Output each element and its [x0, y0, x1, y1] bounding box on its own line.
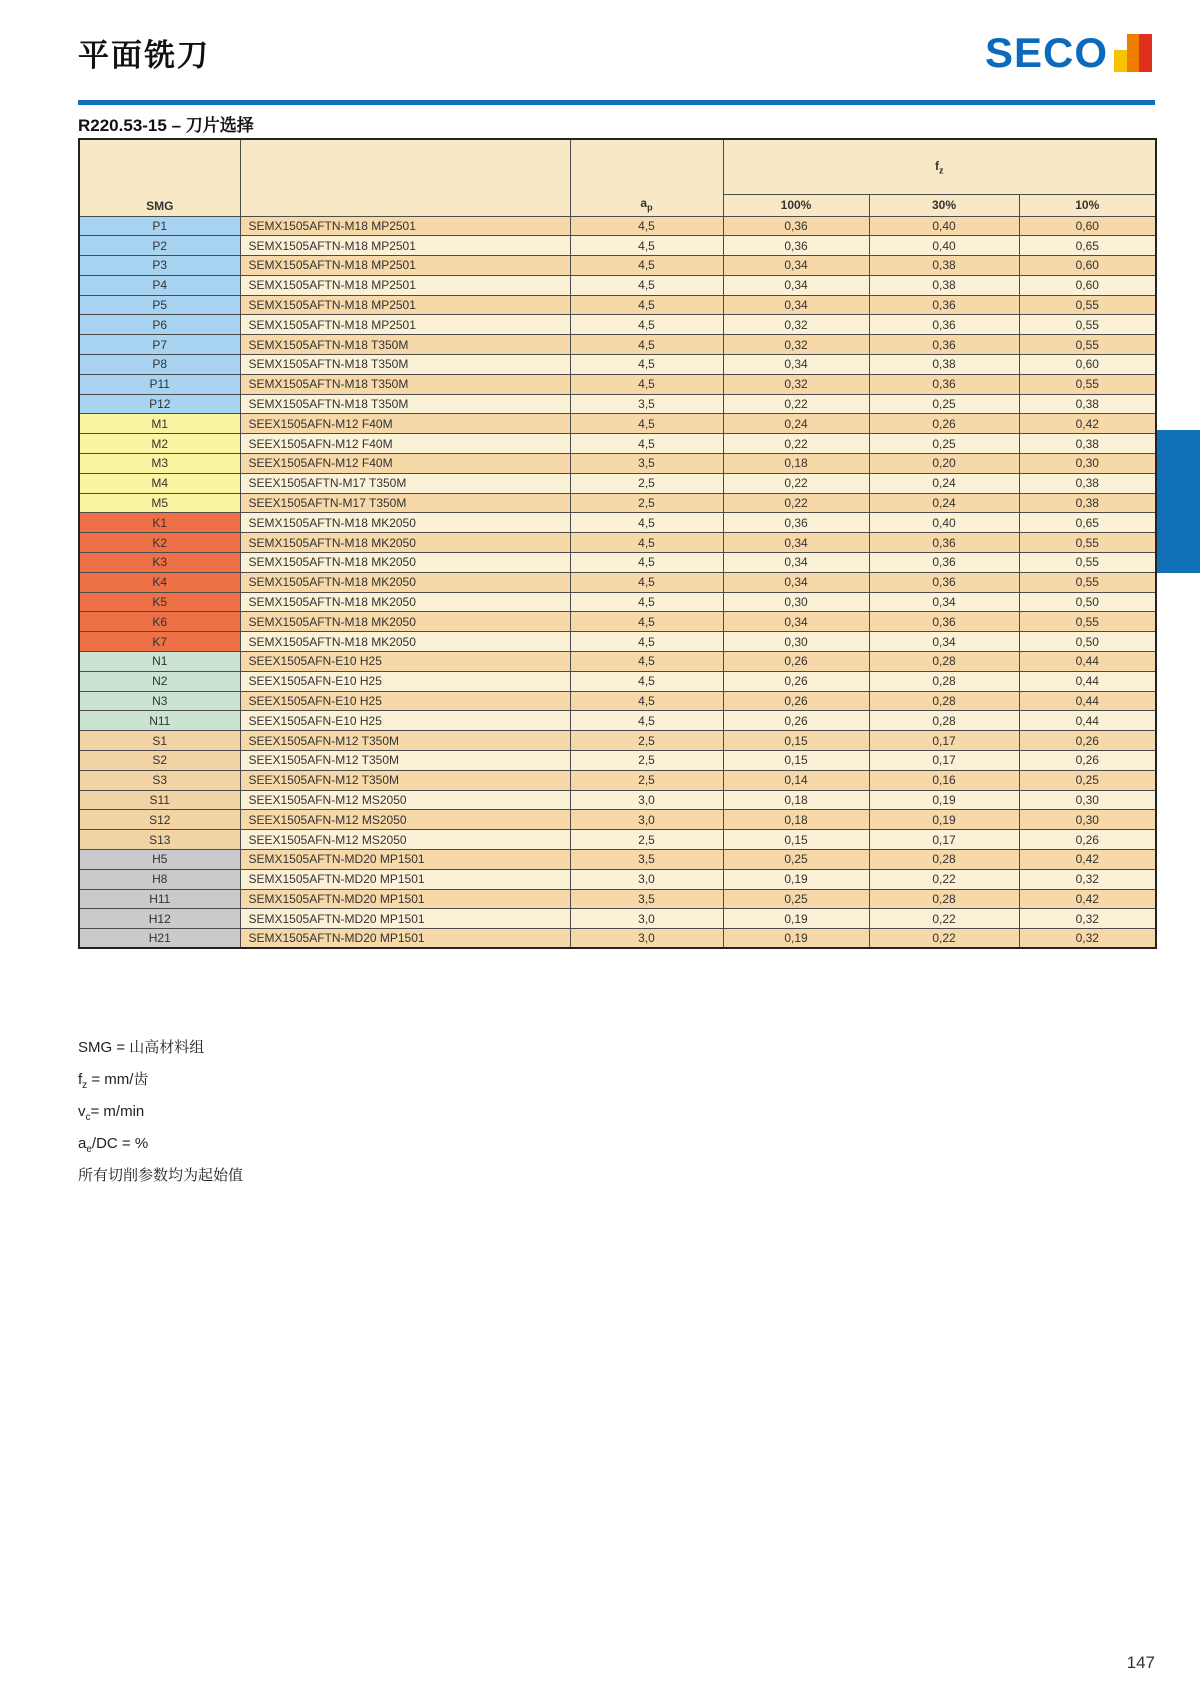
insert-cell: SEEX1505AFN-E10 H25 — [240, 652, 570, 672]
table-row — [79, 572, 1156, 592]
fz-10-cell: 0,32 — [1019, 869, 1156, 889]
smg-cell: S1 — [79, 731, 240, 751]
ap-cell: 3,0 — [570, 909, 723, 929]
fz-10-cell: 0,30 — [1019, 454, 1156, 474]
fz-30-cell: 0,25 — [869, 434, 1019, 454]
footnote-smg: SMG = 山高材料组 — [78, 1039, 205, 1056]
insert-cell: SEMX1505AFTN-MD20 MP1501 — [240, 889, 570, 909]
fz-30-cell: 0,24 — [869, 473, 1019, 493]
insert-cell: SEMX1505AFTN-MD20 MP1501 — [240, 850, 570, 870]
table-row — [79, 355, 1156, 375]
insert-cell: SEEX1505AFN-M12 MS2050 — [240, 790, 570, 810]
table-row — [79, 632, 1156, 652]
table-row — [79, 810, 1156, 830]
fz-100-cell: 0,22 — [723, 394, 869, 414]
smg-cell: P1 — [79, 216, 240, 236]
ap-cell: 4,5 — [570, 434, 723, 454]
table-row — [79, 592, 1156, 612]
fz-100-cell: 0,34 — [723, 553, 869, 573]
seco-logo-text: SECO — [984, 29, 1108, 76]
table-row — [79, 612, 1156, 632]
fz-30-cell: 0,28 — [869, 691, 1019, 711]
fz-30-cell: 0,19 — [869, 790, 1019, 810]
fz-10-cell: 0,55 — [1019, 612, 1156, 632]
insert-cell: SEMX1505AFTN-M18 MP2501 — [240, 295, 570, 315]
col-header-insert — [240, 139, 570, 216]
fz-10-cell: 0,65 — [1019, 236, 1156, 256]
col-header-ap: $a_p$ — [570, 139, 723, 216]
fz-10-cell: 0,42 — [1019, 850, 1156, 870]
fz-100-cell: 0,22 — [723, 493, 869, 513]
footnote-vc: $v_c= m/\min$ — [78, 1103, 145, 1123]
ap-cell: 3,0 — [570, 929, 723, 949]
insert-cell: SEEX1505AFN-M12 T350M — [240, 770, 570, 790]
fz-10-cell: 0,50 — [1019, 592, 1156, 612]
smg-cell: S13 — [79, 830, 240, 850]
ap-cell: 4,5 — [570, 256, 723, 276]
fz-100-cell: 0,34 — [723, 533, 869, 553]
table-row — [79, 671, 1156, 691]
smg-cell: S12 — [79, 810, 240, 830]
ap-cell: 4,5 — [570, 632, 723, 652]
insert-cell: SEMX1505AFTN-M18 MK2050 — [240, 572, 570, 592]
fz-100-cell: 0,22 — [723, 473, 869, 493]
header-divider — [78, 100, 1155, 105]
ap-cell: 3,5 — [570, 850, 723, 870]
fz-30-cell: 0,36 — [869, 315, 1019, 335]
section-tab — [1157, 430, 1200, 573]
fz-30-cell: 0,19 — [869, 810, 1019, 830]
footnote-fz: $f_z = mm/$齿 — [78, 1071, 149, 1091]
fz-10-cell: 0,44 — [1019, 691, 1156, 711]
fz-100-cell: 0,36 — [723, 216, 869, 236]
ap-cell: 3,5 — [570, 394, 723, 414]
fz-30-cell: 0,28 — [869, 889, 1019, 909]
fz-30-cell: 0,40 — [869, 513, 1019, 533]
fz-100-cell: 0,32 — [723, 335, 869, 355]
smg-cell: K5 — [79, 592, 240, 612]
fz-30-cell: 0,36 — [869, 295, 1019, 315]
fz-100-cell: 0,30 — [723, 592, 869, 612]
ap-cell: 4,5 — [570, 533, 723, 553]
table-row — [79, 374, 1156, 394]
fz-100-cell: 0,22 — [723, 434, 869, 454]
fz-100-cell: 0,15 — [723, 751, 869, 771]
smg-cell: N1 — [79, 652, 240, 672]
fz-100-cell: 0,34 — [723, 612, 869, 632]
fz-100-cell: 0,34 — [723, 256, 869, 276]
insert-cell: SEEX1505AFN-M12 MS2050 — [240, 830, 570, 850]
fz-10-cell: 0,60 — [1019, 355, 1156, 375]
fz-30-cell: 0,25 — [869, 394, 1019, 414]
table-row — [79, 295, 1156, 315]
ap-cell: 4,5 — [570, 275, 723, 295]
fz-30-cell: 0,24 — [869, 493, 1019, 513]
fz-10-cell: 0,65 — [1019, 513, 1156, 533]
fz-30-cell: 0,16 — [869, 770, 1019, 790]
fz-100-cell: 0,36 — [723, 513, 869, 533]
fz-10-cell: 0,44 — [1019, 711, 1156, 731]
smg-cell: P8 — [79, 355, 240, 375]
table-row — [79, 731, 1156, 751]
fz-30-cell: 0,26 — [869, 414, 1019, 434]
fz-10-cell: 0,44 — [1019, 671, 1156, 691]
fz-100-cell: 0,19 — [723, 929, 869, 949]
smg-cell: N3 — [79, 691, 240, 711]
fz-100-cell: 0,26 — [723, 652, 869, 672]
smg-cell: K3 — [79, 553, 240, 573]
fz-30-cell: 0,40 — [869, 236, 1019, 256]
ap-cell: 3,0 — [570, 790, 723, 810]
smg-cell: P5 — [79, 295, 240, 315]
smg-cell: P3 — [79, 256, 240, 276]
table-row — [79, 711, 1156, 731]
fz-10-cell: 0,38 — [1019, 493, 1156, 513]
table-row — [79, 790, 1156, 810]
fz-30-cell: 0,22 — [869, 929, 1019, 949]
fz-100-cell: 0,18 — [723, 790, 869, 810]
fz-100-cell: 0,19 — [723, 869, 869, 889]
ap-cell: 4,5 — [570, 671, 723, 691]
ap-cell: 4,5 — [570, 652, 723, 672]
table-row — [79, 929, 1156, 949]
fz-100-cell: 0,26 — [723, 691, 869, 711]
insert-cell: SEMX1505AFTN-M18 MP2501 — [240, 236, 570, 256]
table-caption: R220.53-15 – 刀片选择 — [78, 116, 254, 135]
table-row — [79, 394, 1156, 414]
fz-30-cell: 0,38 — [869, 355, 1019, 375]
insert-cell: SEEX1505AFN-M12 MS2050 — [240, 810, 570, 830]
smg-cell: M1 — [79, 414, 240, 434]
col-header-fz: $f_z$ — [723, 139, 1156, 194]
insert-cell: SEMX1505AFTN-M18 MP2501 — [240, 216, 570, 236]
insert-selection-table-wrap — [78, 138, 1155, 949]
insert-cell: SEMX1505AFTN-M18 T350M — [240, 394, 570, 414]
ap-cell: 4,5 — [570, 335, 723, 355]
insert-cell: SEEX1505AFN-E10 H25 — [240, 671, 570, 691]
fz-10-cell: 0,55 — [1019, 295, 1156, 315]
table-row — [79, 909, 1156, 929]
insert-cell: SEEX1505AFN-M12 T350M — [240, 751, 570, 771]
ap-cell: 4,5 — [570, 592, 723, 612]
ap-cell: 3,5 — [570, 889, 723, 909]
fz-30-cell: 0,17 — [869, 830, 1019, 850]
fz-100-cell: 0,24 — [723, 414, 869, 434]
ap-cell: 2,5 — [570, 830, 723, 850]
fz-10-cell: 0,55 — [1019, 374, 1156, 394]
fz-10-cell: 0,55 — [1019, 533, 1156, 553]
smg-cell: K2 — [79, 533, 240, 553]
table-row — [79, 216, 1156, 236]
fz-30-cell: 0,34 — [869, 632, 1019, 652]
fz-100-cell: 0,15 — [723, 731, 869, 751]
table-row — [79, 889, 1156, 909]
table-row — [79, 473, 1156, 493]
insert-cell: SEMX1505AFTN-M18 MP2501 — [240, 315, 570, 335]
fz-100-cell: 0,34 — [723, 275, 869, 295]
insert-cell: SEMX1505AFTN-MD20 MP1501 — [240, 929, 570, 949]
ap-cell: 4,5 — [570, 216, 723, 236]
smg-cell: H5 — [79, 850, 240, 870]
page-title: 平面铣刀 — [78, 38, 210, 73]
table-row — [79, 454, 1156, 474]
fz-10-cell: 0,60 — [1019, 216, 1156, 236]
fz-10-cell: 0,55 — [1019, 572, 1156, 592]
insert-cell: SEEX1505AFN-E10 H25 — [240, 711, 570, 731]
fz-100-cell: 0,34 — [723, 295, 869, 315]
table-row — [79, 434, 1156, 454]
fz-10-cell: 0,55 — [1019, 553, 1156, 573]
fz-10-cell: 0,42 — [1019, 414, 1156, 434]
insert-cell: SEMX1505AFTN-M18 T350M — [240, 374, 570, 394]
table-row — [79, 315, 1156, 335]
footnote-start-values: 所有切削参数均为起始值 — [78, 1167, 244, 1184]
table-row — [79, 414, 1156, 434]
fz-100-cell: 0,26 — [723, 711, 869, 731]
insert-cell: SEEX1505AFN-M12 F40M — [240, 434, 570, 454]
fz-10-cell: 0,44 — [1019, 652, 1156, 672]
fz-10-cell: 0,26 — [1019, 731, 1156, 751]
fz-100-cell: 0,32 — [723, 315, 869, 335]
col-header-fz-100: 100% — [723, 194, 869, 216]
fz-30-cell: 0,38 — [869, 256, 1019, 276]
insert-cell: SEEX1505AFN-M12 T350M — [240, 731, 570, 751]
smg-cell: M5 — [79, 493, 240, 513]
insert-selection-table — [78, 138, 1157, 949]
col-header-fz-30: 30% — [869, 194, 1019, 216]
insert-cell: SEMX1505AFTN-M18 MK2050 — [240, 592, 570, 612]
footnote-ae: $a_e/DC$ = % — [78, 1135, 149, 1155]
ap-cell: 4,5 — [570, 236, 723, 256]
fz-100-cell: 0,15 — [723, 830, 869, 850]
fz-10-cell: 0,30 — [1019, 790, 1156, 810]
fz-30-cell: 0,34 — [869, 592, 1019, 612]
fz-100-cell: 0,34 — [723, 572, 869, 592]
smg-cell: P11 — [79, 374, 240, 394]
fz-100-cell: 0,32 — [723, 374, 869, 394]
fz-10-cell: 0,38 — [1019, 473, 1156, 493]
insert-cell: SEMX1505AFTN-M18 MP2501 — [240, 256, 570, 276]
smg-cell: H8 — [79, 869, 240, 889]
smg-cell: S3 — [79, 770, 240, 790]
smg-cell: P12 — [79, 394, 240, 414]
fz-30-cell: 0,28 — [869, 671, 1019, 691]
table-row — [79, 652, 1156, 672]
insert-cell: SEMX1505AFTN-M18 MK2050 — [240, 533, 570, 553]
insert-cell: SEMX1505AFTN-MD20 MP1501 — [240, 909, 570, 929]
fz-100-cell: 0,14 — [723, 770, 869, 790]
fz-10-cell: 0,26 — [1019, 830, 1156, 850]
table-row — [79, 691, 1156, 711]
fz-10-cell: 0,60 — [1019, 256, 1156, 276]
fz-10-cell: 0,26 — [1019, 751, 1156, 771]
table-row — [79, 275, 1156, 295]
fz-100-cell: 0,30 — [723, 632, 869, 652]
table-header — [79, 139, 1156, 216]
fz-10-cell: 0,32 — [1019, 909, 1156, 929]
smg-cell: N11 — [79, 711, 240, 731]
ap-cell: 2,5 — [570, 473, 723, 493]
smg-cell: H12 — [79, 909, 240, 929]
table-row — [79, 236, 1156, 256]
insert-cell: SEMX1505AFTN-M18 T350M — [240, 335, 570, 355]
fz-30-cell: 0,38 — [869, 275, 1019, 295]
fz-10-cell: 0,30 — [1019, 810, 1156, 830]
fz-100-cell: 0,25 — [723, 850, 869, 870]
ap-cell: 4,5 — [570, 691, 723, 711]
table-row — [79, 513, 1156, 533]
smg-cell: H11 — [79, 889, 240, 909]
insert-cell: SEMX1505AFTN-M18 T350M — [240, 355, 570, 375]
ap-cell: 4,5 — [570, 355, 723, 375]
ap-cell: 4,5 — [570, 572, 723, 592]
col-header-fz-10: 10% — [1019, 194, 1156, 216]
smg-cell: M2 — [79, 434, 240, 454]
ap-cell: 2,5 — [570, 731, 723, 751]
insert-cell: SEEX1505AFN-M12 F40M — [240, 454, 570, 474]
fz-30-cell: 0,36 — [869, 335, 1019, 355]
smg-cell: K7 — [79, 632, 240, 652]
fz-30-cell: 0,17 — [869, 731, 1019, 751]
table-row — [79, 850, 1156, 870]
fz-10-cell: 0,60 — [1019, 275, 1156, 295]
fz-30-cell: 0,28 — [869, 850, 1019, 870]
fz-100-cell: 0,19 — [723, 909, 869, 929]
fz-30-cell: 0,36 — [869, 553, 1019, 573]
table-row — [79, 770, 1156, 790]
insert-cell: SEMX1505AFTN-M18 MK2050 — [240, 513, 570, 533]
fz-30-cell: 0,36 — [869, 572, 1019, 592]
fz-30-cell: 0,20 — [869, 454, 1019, 474]
insert-cell: SEEX1505AFN-E10 H25 — [240, 691, 570, 711]
col-header-smg: SMG — [79, 139, 240, 216]
table-row — [79, 493, 1156, 513]
ap-cell: 3,5 — [570, 454, 723, 474]
fz-30-cell: 0,40 — [869, 216, 1019, 236]
footnotes — [78, 1035, 243, 1195]
fz-30-cell: 0,36 — [869, 533, 1019, 553]
ap-cell: 4,5 — [570, 711, 723, 731]
insert-cell: SEMX1505AFTN-M18 MK2050 — [240, 553, 570, 573]
smg-cell: M4 — [79, 473, 240, 493]
fz-100-cell: 0,36 — [723, 236, 869, 256]
fz-10-cell: 0,38 — [1019, 434, 1156, 454]
fz-30-cell: 0,22 — [869, 909, 1019, 929]
seco-logo — [984, 29, 1152, 76]
insert-cell: SEEX1505AFTN-M17 T350M — [240, 473, 570, 493]
ap-cell: 2,5 — [570, 770, 723, 790]
insert-cell: SEMX1505AFTN-MD20 MP1501 — [240, 869, 570, 889]
smg-cell: K1 — [79, 513, 240, 533]
smg-cell: K6 — [79, 612, 240, 632]
fz-100-cell: 0,18 — [723, 810, 869, 830]
fz-10-cell: 0,25 — [1019, 770, 1156, 790]
ap-cell: 4,5 — [570, 414, 723, 434]
ap-cell: 4,5 — [570, 295, 723, 315]
table-row — [79, 256, 1156, 276]
ap-cell: 4,5 — [570, 374, 723, 394]
smg-cell: P4 — [79, 275, 240, 295]
fz-100-cell: 0,26 — [723, 671, 869, 691]
insert-cell: SEMX1505AFTN-M18 MK2050 — [240, 632, 570, 652]
insert-cell: SEEX1505AFN-M12 F40M — [240, 414, 570, 434]
fz-10-cell: 0,38 — [1019, 394, 1156, 414]
table-body — [79, 216, 1156, 948]
fz-30-cell: 0,36 — [869, 374, 1019, 394]
smg-cell: P7 — [79, 335, 240, 355]
table-row — [79, 751, 1156, 771]
ap-cell: 2,5 — [570, 493, 723, 513]
fz-10-cell: 0,42 — [1019, 889, 1156, 909]
fz-30-cell: 0,28 — [869, 652, 1019, 672]
smg-cell: S2 — [79, 751, 240, 771]
table-row — [79, 869, 1156, 889]
smg-cell: H21 — [79, 929, 240, 949]
insert-cell: SEMX1505AFTN-M18 MP2501 — [240, 275, 570, 295]
table-row — [79, 553, 1156, 573]
page-number: 147 — [1126, 1653, 1155, 1672]
fz-10-cell: 0,55 — [1019, 315, 1156, 335]
ap-cell: 4,5 — [570, 612, 723, 632]
ap-cell: 3,0 — [570, 810, 723, 830]
fz-100-cell: 0,25 — [723, 889, 869, 909]
table-row — [79, 335, 1156, 355]
fz-30-cell: 0,36 — [869, 612, 1019, 632]
insert-cell: SEEX1505AFTN-M17 T350M — [240, 493, 570, 513]
fz-10-cell: 0,32 — [1019, 929, 1156, 949]
ap-cell: 2,5 — [570, 751, 723, 771]
fz-10-cell: 0,55 — [1019, 335, 1156, 355]
ap-cell: 3,0 — [570, 869, 723, 889]
seco-logo-mark-icon — [1114, 34, 1152, 72]
ap-cell: 4,5 — [570, 315, 723, 335]
smg-cell: P6 — [79, 315, 240, 335]
smg-cell: N2 — [79, 671, 240, 691]
fz-30-cell: 0,28 — [869, 711, 1019, 731]
ap-cell: 4,5 — [570, 553, 723, 573]
fz-30-cell: 0,22 — [869, 869, 1019, 889]
table-row — [79, 533, 1156, 553]
smg-cell: M3 — [79, 454, 240, 474]
table-row — [79, 830, 1156, 850]
fz-100-cell: 0,34 — [723, 355, 869, 375]
smg-cell: S11 — [79, 790, 240, 810]
fz-10-cell: 0,50 — [1019, 632, 1156, 652]
insert-cell: SEMX1505AFTN-M18 MK2050 — [240, 612, 570, 632]
fz-100-cell: 0,18 — [723, 454, 869, 474]
smg-cell: K4 — [79, 572, 240, 592]
smg-cell: P2 — [79, 236, 240, 256]
fz-30-cell: 0,17 — [869, 751, 1019, 771]
ap-cell: 4,5 — [570, 513, 723, 533]
